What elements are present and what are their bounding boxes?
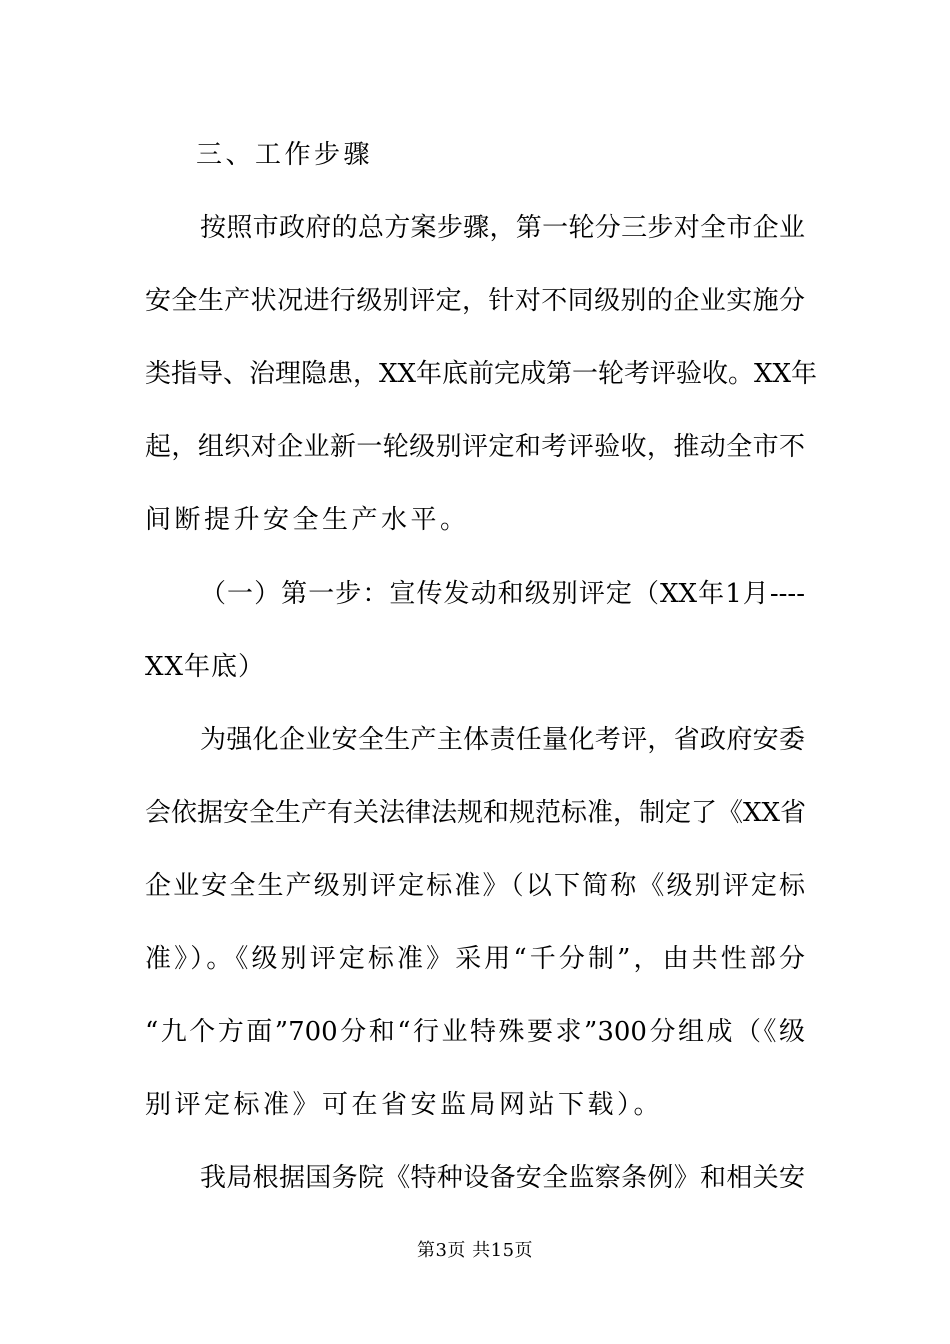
paragraph-line: 间断提升安全生产水平。 xyxy=(145,505,470,535)
paragraph-line: 类指导、治理隐患，XX年底前完成第一轮考评验收。XX年 xyxy=(145,359,818,389)
paragraph-line: 别评定标准》可在省安监局网站下载）。 xyxy=(145,1090,664,1120)
paragraph-line: 安全生产状况进行级别评定，针对不同级别的企业实施分 xyxy=(145,286,805,316)
paragraph-line: “九个方面”700分和“行业特殊要求”300分组成（《级 xyxy=(145,1017,805,1047)
paragraph-line: 会依据安全生产有关法律法规和规范标准，制定了《XX省 xyxy=(145,798,807,828)
subheading-line: XX年底） xyxy=(145,652,266,682)
paragraph-line: 为强化企业安全生产主体责任量化考评，省政府安委 xyxy=(200,725,805,755)
paragraph-line: 我局根据国务院《特种设备安全监察条例》和相关安 xyxy=(200,1163,805,1193)
page-number-footer: 第3页 共15页 xyxy=(416,1240,534,1261)
paragraph-line: 起，组织对企业新一轮级别评定和考评验收，推动全市不 xyxy=(145,432,805,462)
paragraph-line: 准》）。《级别评定标准》采用“千分制”，由共性部分 xyxy=(145,944,805,974)
section-heading: 三、工作步骤 xyxy=(196,140,374,170)
subheading-line: （一）第一步：宣传发动和级别评定（XX年1月---- xyxy=(200,579,805,609)
paragraph-line: 企业安全生产级别评定标准》（以下简称《级别评定标 xyxy=(145,871,805,901)
paragraph-line: 按照市政府的总方案步骤，第一轮分三步对全市企业 xyxy=(200,213,805,243)
